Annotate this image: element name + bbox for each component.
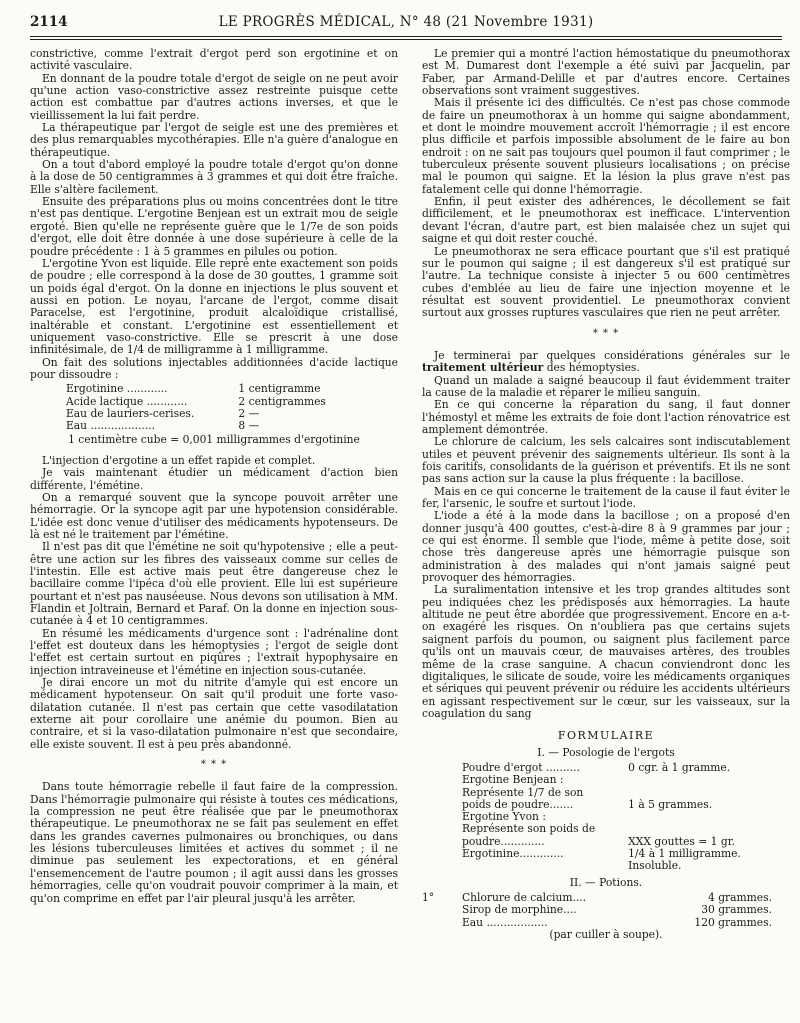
paragraph: On a tout d'abord employé la poudre totale d'ergot qu'on donne à la dose de 50 centigrammes à 3 grammes et qui doit être fraîche. Elle s'altère facilement.: [30, 158, 398, 196]
ingredient-quantity: 30 grammes.: [701, 903, 772, 917]
paragraph: On a remarqué souvent que la syncope pouvoit arrêter une hémorragie. Or la syncope agit par une hypotension considérable. L'idée est donc venue d'utiliser des médicaments hypotenseurs. De là est né le traitement par l'émétine.: [30, 490, 398, 541]
paragraph: Je vais maintenant étudier un médicament d'action bien différente, l'émétine.: [30, 466, 398, 492]
spacer: [422, 904, 462, 916]
paragraph: Ensuite des préparations plus ou moins concentrées dont le titre n'est pas dentique. L'ergotine Benjean est un extrait mou de seigle ergoté. Bien qu'elle ne représente guère que le 1/7e de son poids d'ergot, elle doit être donnée à une dose supérieure à celle de la poudre précédente : 1 à 5 grammes en pilules ou potion.: [30, 195, 398, 258]
header-rule-2: [30, 39, 782, 40]
paragraph: L'ergotine Yvon est liquide. Elle repré ente exactement son poids de poudre ; elle correspond à la dose de 30 gouttes, 1 gramme soit un poids égal d'ergot. On la donne en injections le plus souvent et aussi en potion. Le noyau, l'arcane de l'ergot, comme disait Paracelse, est l'ergotinine, produit alcaloïdique cristallisé, inaltérable et constant. L'ergotinine est essentiellement et uniquement vaso-constrictive. Elle se prescrit à une dose infinitésimale, de 1/4 de milligramme à 1 milligramme.: [30, 256, 398, 357]
formula-ingredient: Eau de lauriers-cerises.: [66, 406, 195, 420]
ingredient-name: Eau ..................: [462, 915, 548, 929]
paragraph: En donnant de la poudre totale d'ergot de seigle on ne peut avoir qu'une action vaso-constrictive assez restreinte puisque cette action est combattue par d'autres actions inverses, et que le vieillissement la lui fait perdre.: [30, 71, 398, 122]
formulaire-title: FORMULAIRE: [557, 729, 655, 743]
drug-name: Poudre d'ergot ..........: [462, 760, 580, 774]
section-heading: II. — Potions.: [569, 875, 643, 889]
ingredient-name: Chlorure de calcium....: [462, 890, 587, 904]
paragraph: [422, 350, 790, 375]
page-header: [30, 14, 782, 36]
paragraph: Mais il présente ici des difficultés. Ce n'est pas chose commode de faire un pneumothorax à un homme qui saigne abondamment, et dont le moindre mouvement accroît l'hémorragie ; il est encore plus difficile et parfois impossible absolument de le faire au bon endroit : on ne sait pas toujours quel poumon il faut comprimer ; le tuberculeux présente souvent plusieurs localisations ; on précise mal le poumon qui saigne. Et la lésion la plus grave n'est pas fatalement celle qui donne l'hémorragie.: [422, 96, 790, 196]
potions-table: [422, 892, 772, 929]
section-separator: * * *: [592, 327, 620, 339]
paragraph: La suralimentation intensive et les trop grandes altitudes sont peu indiquées chez les prédisposés aux hémorragies. La haute altitude ne peut être abordée que progressivement. Encore en a-t-on exagéré les risques. On n'oubliera pas que certains sujets saignent parfois du poumon, ou saignent plus facilement parce qu'ils ont un mauvais cœur, de mauvaises artères, des troubles même de la crase sanguine. A chacun conviendront donc les digitaliques, le silicate de soude, voire les médicaments organiques et sériques qui peuvent prévenir ou réduire les accidents ultérieurs en agissant respectivement sur le cœur, sur les vaisseaux, sur la coagulation du sang: [422, 583, 790, 720]
right-column: [422, 48, 790, 1013]
drug-name: poudre.............: [462, 834, 545, 848]
drug-dose: [618, 811, 762, 823]
formula-ingredient: Ergotinine ............: [66, 382, 168, 396]
journal-title: LE PROGRÈS MÉDICAL, N° 48 (21 Novembre 1931): [218, 14, 594, 30]
formula-quantity: 2 centigrammes: [238, 394, 326, 408]
formula-ingredient: Acide lactique ............: [66, 394, 188, 408]
emphasis-text: traitement ultérieur: [422, 361, 544, 375]
spacer: [422, 917, 462, 929]
paragraph: Le premier qui a montré l'action hémostatique du pneumothorax est M. Dumarest dont l'exemple a été suivi par Jacquelin, par Faber, par Armand-Delille et par d'autres encore. Certaines observations sont vraiment suggestives.: [422, 48, 790, 98]
drug-dose: 0 cgr. à 1 gramme.: [628, 760, 731, 774]
paragraph: constrictive, comme l'extrait d'ergot perd son ergotinine et on activité vasculaire.: [30, 48, 398, 73]
paragraph: L'injection d'ergotine a un effet rapide et complet.: [42, 453, 316, 467]
paragraph: Il n'est pas dit que l'émétine ne soit qu'hypotensive ; elle a peut-être une action sur les fibres des vaisseaux comme sur celles de l'intestin. Elle est active mais peut être dangereuse chez le bacillaire comme l'ipéca d'où elle provient. Elle lui est supérieure pourtant et n'est pas nauséeuse. Nous devons son utilisation à MM. Flandin et Joltrain, Bernard et Paraf. On la donne en injection sous-cutanée à 4 et 10 centigrammes.: [30, 540, 398, 628]
formula-quantity: 2 —: [238, 406, 260, 420]
potion-note: (par cuiller à soupe).: [549, 927, 663, 941]
drug-name: [462, 860, 618, 872]
text-run: Je terminerai par quelques considérations générales sur le: [434, 348, 790, 362]
paragraph: Quand un malade a saigné beaucoup il faut évidemment traiter la cause de la maladie et réparer le milieu sanguin.: [422, 373, 790, 399]
paragraph: Dans toute hémorragie rebelle il faut faire de la compression. Dans l'hémorragie pulmonaire qui résiste à toutes ces médications, la compression ne peut être réalisée que par le pneumothorax thérapeutique. Le pneumothorax ne se fait pas seulement en effet dans les grandes cavernes pulmonaires ou bronchiques, ou dans les lésions tuberculeuses limitées et actives du sommet ; il ne diminue pas seulement les expectorations, et en général l'ensemencement de l'autre poumon ; il agit aussi dans les grosses hémorragies, celle qu'on voudrait pouvoir comprimer à la main, et qu'on comprime en effet par l'air pleural jusqu'à les arrêter.: [30, 780, 398, 905]
drug-dose: 1/4 à 1 milligramme.: [628, 846, 741, 860]
header-rule: [30, 36, 782, 37]
paragraph: Le chlorure de calcium, les sels calcaires sont indiscutablement utiles et peuvent prévenir des saignements ultérieur. Ils sont à la fois caritifs, consolidants de la guérison et préventifs. Et ils ne sont pas sans action sur la cause la plus fréquente : la bacillose.: [422, 435, 790, 486]
section-heading: I. — Posologie de l'ergots: [537, 745, 675, 759]
ingredient-name: Sirop de morphine....: [462, 903, 577, 917]
paragraph: L'iode a été à la mode dans la bacillose ; on a proposé d'en donner jusqu'à 400 gouttes, c'est-à-dire 8 à 9 grammes par jour ; ce qui est énorme. Il semble que l'iode, même à petite dose, soit chose très dangereuse après une hémorragie puisque son administration à des malades qui n'ont jamais saigné peut provoquer des hémorragies.: [422, 509, 790, 585]
drug-dose: 1 à 5 grammes.: [628, 797, 713, 811]
left-column: [30, 48, 398, 1013]
drug-name: Ergotinine.............: [462, 846, 564, 860]
paragraph: Mais en ce qui concerne le traitement de la cause il faut éviter le fer, l'arsenic, le soufre et surtout l'iode.: [422, 484, 790, 511]
ingredient-quantity: 120 grammes.: [694, 915, 772, 929]
drug-name: poids de poudre.......: [462, 797, 574, 811]
drug-name: Représente 1/7 de son: [462, 785, 584, 799]
formula-quantity: 8 —: [238, 419, 260, 433]
text-run: des hémoptysies.: [543, 361, 640, 375]
formula-note: 1 centimètre cube = 0,001 milligrammes d'ergotinine: [68, 433, 360, 447]
drug-dose: [618, 823, 762, 835]
drug-dose: [618, 787, 762, 799]
formula-quantity: 1 centigramme: [238, 382, 321, 396]
paragraph: La thérapeutique par l'ergot de seigle est une des premières et des plus remarquables mycothérapies. Elle n'a guère d'analogue en thérapeutique.: [30, 121, 398, 159]
potion-number: 1°: [422, 890, 435, 904]
page-number: 2114: [30, 14, 68, 30]
paragraph: En résumé les médicaments d'urgence sont : l'adrénaline dont l'effet est douteux dans les hémoptysies ; l'ergot de seigle dont l'effet est certain surtout en piqûres ; l'extrait hypophysaire en injection intraveineuse et l'émétine en injection sous-cutanée.: [30, 626, 398, 677]
drug-name: Ergotine Benjean :: [462, 773, 564, 787]
ingredient-quantity: 4 grammes.: [708, 890, 772, 904]
drug-dose: [618, 774, 762, 786]
paragraph: En ce qui concerne la réparation du sang, il faut donner l'hémostyl et même les extraits de foie dont l'action rénovatrice est amplement démontrée.: [422, 398, 790, 436]
drug-name: Ergotine Yvon :: [462, 810, 546, 824]
paragraph: Je dirai encore un mot du nitrite d'amyle qui est encore un médicament hypotenseur. On sait qu'il produit une forte vaso-dilatation cutanée. Il n'est pas certain que cette vasodilatation externe ait pour corollaire une anémie du poumon. Bien au contraire, et si la vaso-dilatation pulmonaire n'est que secondaire, elle existe souvent. Il est à peu près abandonné.: [30, 676, 398, 751]
paragraph: On fait des solutions injectables additionnées d'acide lactique pour dissoudre :: [30, 355, 398, 381]
drug-dose: Insoluble.: [628, 859, 682, 873]
drug-name: Représente son poids de: [462, 822, 596, 836]
paragraph: Enfin, il peut exister des adhérences, le décollement se fait difficilement, et le pneumothorax est inefficace. L'intervention devant l'écran, d'autre part, est bien malaisée chez un sujet qui saigne et qui doit rester couché.: [422, 195, 790, 246]
formula-ingredient: Eau ...................: [66, 419, 156, 433]
section-separator: * * *: [200, 759, 228, 771]
posologie-table: [462, 762, 762, 873]
paragraph: Le pneumothorax ne sera efficace pourtant que s'il est pratiqué sur le poumon qui saigne ; il est dangereux s'il est pratiqué sur l'autre. La technique consiste à injecter 5 ou 600 centimètres cubes d'emblée au lieu de faire une injection moyenne et le résultat est souvent providentiel. Le pneumothorax convient surtout aux grosses ruptures vasculaires que rien ne peut arrêter.: [422, 244, 790, 320]
drug-dose: XXX gouttes = 1 gr.: [628, 834, 736, 848]
ergotinine-formula: [66, 383, 356, 432]
